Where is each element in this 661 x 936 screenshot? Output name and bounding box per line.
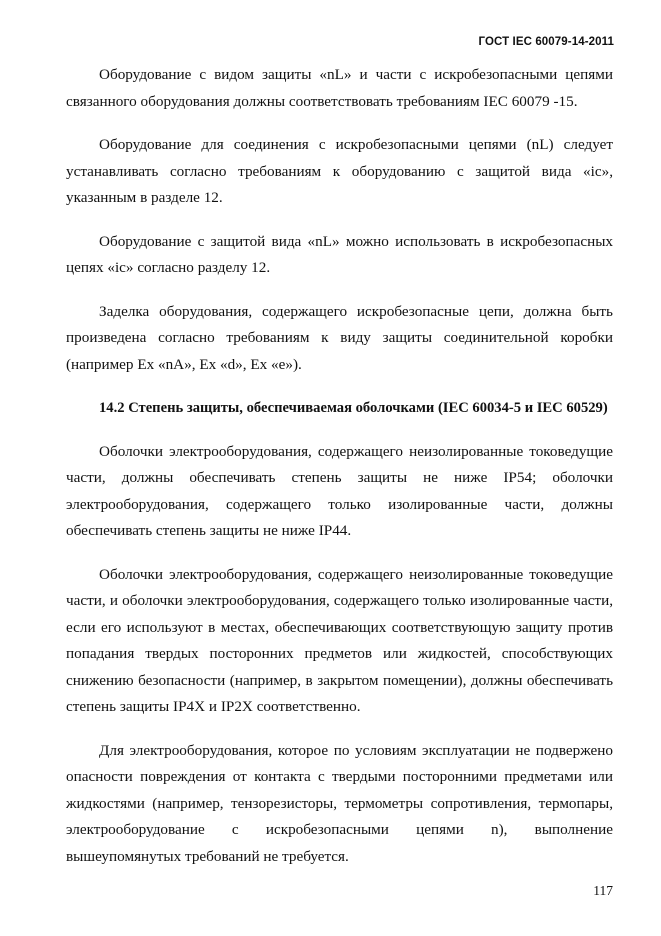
paragraph-nl-connection: Оборудование для соединения с искробезопасными цепями (nL) следует устанавливать согласно требованиям к оборудованию с защитой вида «ic», указанным в разделе 12. bbox=[66, 136, 613, 206]
page-number: 117 bbox=[593, 883, 613, 898]
paragraph-ip4x-ip2x: Оболочки электрооборудования, содержащего неизолированные токоведущие части, и оболочки электрооборудования, содержащего только изолированные части, если его используют в местах, обеспечивающих соответствующую защиту против попадания твердых посторонних предметов или жидкостей, способствующих снижению безопасности (например, в закрытом помещении), должны обеспечивать степень защиты IP4X и IP2X соответственно. bbox=[66, 565, 613, 715]
section-heading-14-2: 14.2 Степень защиты, обеспечиваемая оболочками (IEC 60034-5 и IEC 60529) bbox=[99, 400, 608, 416]
document-body bbox=[66, 62, 613, 870]
document-code-header: ГОСТ IEC 60079-14-2011 bbox=[478, 36, 614, 48]
paragraph-ip54-ip44: Оболочки электрооборудования, содержащего неизолированные токоведущие части, должны обеспечивать степень защиты не ниже IP54; оболочки электрооборудования, содержащего только изолированные части, должны обеспечивать степень защиты не ниже IP44. bbox=[66, 442, 613, 539]
paragraph-exemptions: Для электрооборудования, которое по условиям эксплуатации не подвержено опасности повреждения от контакта с твердыми посторонними предметами или жидкостями (например, тензорезисторы, термометры сопротивления, термопары, электрооборудование с искробезопасными цепями n), выполнение вышеупомянутых требований не требуется. bbox=[66, 741, 613, 865]
paragraph-termination: Заделка оборудования, содержащего искробезопасные цепи, должна быть произведена согласно требованиям к виду защиты соединительной коробки (например Ex «nA», Ex «d», Ex «e»). bbox=[66, 302, 613, 373]
paragraph-nl-ic-circuits: Оборудование с защитой вида «nL» можно использовать в искробезопасных цепях «ic» согласно разделу 12. bbox=[66, 232, 613, 276]
paragraph-nl-equipment: Оборудование с видом защиты «nL» и части с искробезопасными цепями связанного оборудования должны соответствовать требованиям IEC 60079 -15. bbox=[66, 66, 613, 110]
